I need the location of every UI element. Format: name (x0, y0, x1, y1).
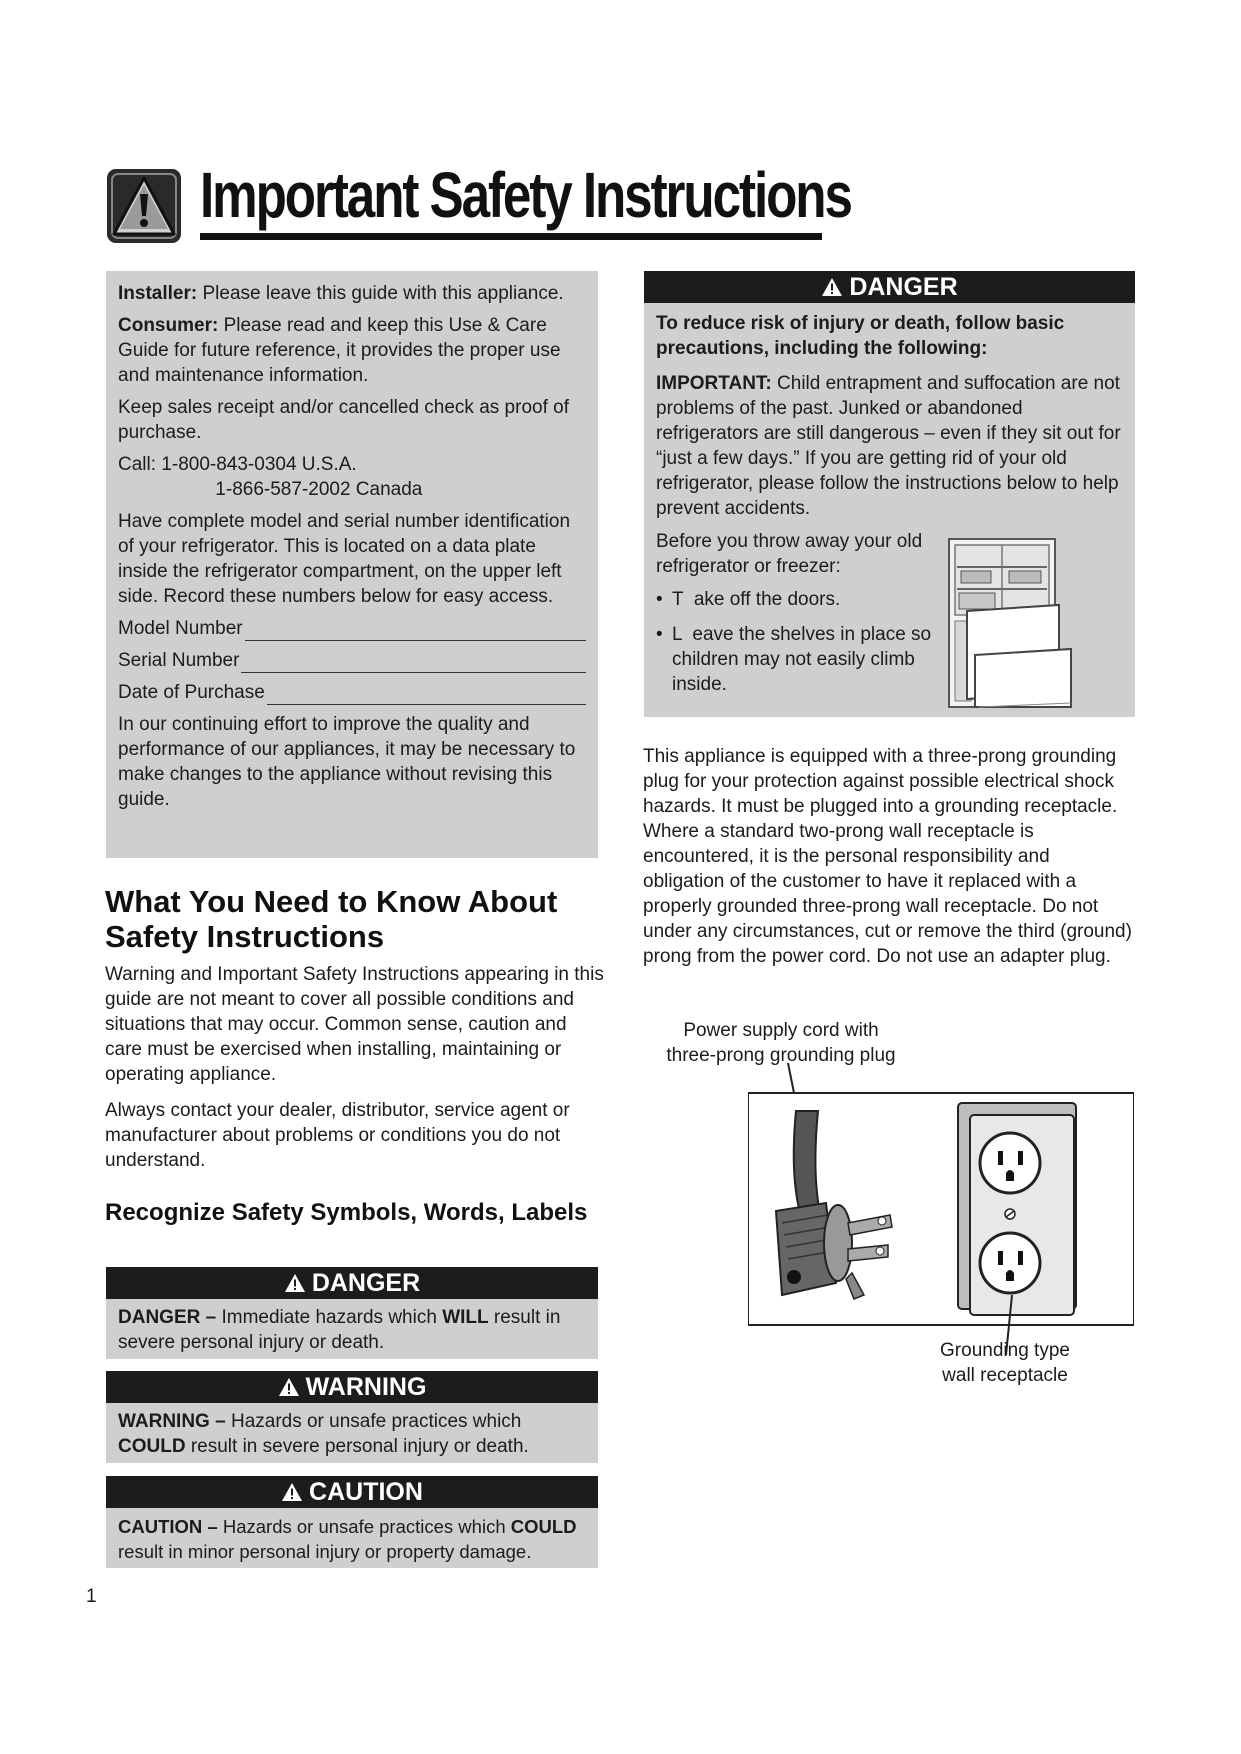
section-heading-what-you-need: What You Need to Know About Safety Instructions (105, 884, 558, 954)
installer-consumer-info-box (106, 271, 598, 858)
danger-definition: DANGER – Immediate hazards which WILL result in severe personal injury or death. (118, 1307, 561, 1353)
bullet-leave-shelves: • L eave the shelves in place so children may not easily climb inside. (656, 624, 937, 695)
bullet-take-off-doors: • T ake off the doors. (656, 589, 841, 610)
danger-refrigerator-box (644, 271, 1135, 717)
phone-canada: 1-866-587-2002 Canada (215, 479, 423, 500)
warning-definition-box (106, 1371, 598, 1463)
model-number-field[interactable]: Model Number (118, 616, 586, 641)
danger-bar: DANGER (644, 271, 1135, 303)
installer-note: Installer: Please leave this guide with this appliance. (118, 283, 564, 304)
what-you-need-body: Warning and Important Safety Instructions appearing in this guide are not meant to cover all possible conditions and situations that may occur. Common sense, caution and care must be exercised when installing, maintaining or operating appliance. Always contact your dealer, distributor, service agent or manufacturer about problems or conditions you do not understand. (105, 964, 604, 1171)
date-of-purchase-field[interactable]: Date of Purchase (118, 680, 586, 705)
alert-triangle-icon (281, 1482, 303, 1502)
caution-bar: CAUTION (106, 1476, 598, 1508)
wall-receptacle-caption: Grounding type wall receptacle (940, 1340, 1070, 1386)
danger-lead: To reduce risk of injury or death, follow basic precautions, including the following: (656, 313, 1065, 359)
caution-definition-box (106, 1476, 598, 1568)
consumer-note: Consumer: Please read and keep this Use & Care Guide for future reference, it provides the proper use and maintenance information. (118, 315, 561, 386)
warning-bar: WARNING (106, 1371, 598, 1403)
page-title: Important Safety Instructions (200, 159, 851, 231)
warning-triangle-icon (106, 168, 182, 244)
grounding-paragraph: This appliance is equipped with a three-prong grounding plug for your protection against possible electrical shock hazards. It must be plugged into a grounding receptacle. Where a standard two-prong wall receptacle is encountered, it is the personal responsibility and obligation of the customer to have it replaced with a properly grounded three-prong wall receptacle. Do not under any circumstances, cut or remove the third (ground) prong from the power cord. Do not use an adapter plug. (643, 746, 1132, 967)
alert-triangle-icon (278, 1377, 300, 1397)
alert-triangle-icon (284, 1273, 306, 1293)
caution-definition: CAUTION – Hazards or unsafe practices which COULD result in minor personal injury or property damage. (118, 1516, 577, 1562)
important-note: IMPORTANT: Child entrapment and suffocation are not problems of the past. Junked or abandoned refrigerators are still dangerous – even if they sit out for “just a few days.” If you are getting rid of your old refrigerator, please follow the instructions below to help prevent accidents. (656, 373, 1121, 519)
danger-definition-box (106, 1267, 598, 1359)
page-number: 1 (86, 1586, 97, 1607)
improvement-note: In our continuing effort to improve the quality and performance of our appliances, it may be necessary to make changes to the appliance without revising this guide. (118, 714, 576, 810)
section-heading-recognize: Recognize Safety Symbols, Words, Labels (105, 1199, 588, 1226)
danger-box-body (644, 303, 1135, 717)
danger-bar: DANGER (106, 1267, 598, 1299)
model-serial-note: Have complete model and serial number identification of your refrigerator. This is located on a data plate inside the refrigerator compartment, on the upper left side. Record these numbers below for easy access. (118, 511, 571, 607)
receipt-note: Keep sales receipt and/or cancelled check as proof of purchase. (118, 397, 569, 443)
serial-number-field[interactable]: Serial Number (118, 648, 586, 673)
alert-triangle-icon (821, 277, 843, 297)
warning-definition: WARNING – Hazards or unsafe practices which COULD result in severe personal injury or death. (118, 1411, 529, 1457)
power-cord-caption: Power supply cord with three-prong grounding plug (666, 1020, 896, 1066)
title-underline (200, 233, 822, 240)
phone-numbers: Call: 1-800-843-0304 U.S.A. 1-866-587-2002 Canada (118, 454, 423, 500)
refrigerator-illustration (947, 537, 1075, 709)
phone-us: 1-800-843-0304 U.S.A. (161, 454, 357, 475)
wall-receptacle-icon (958, 1103, 1076, 1315)
before-throw-away: Before you throw away your old refrigerator or freezer: (656, 531, 923, 577)
